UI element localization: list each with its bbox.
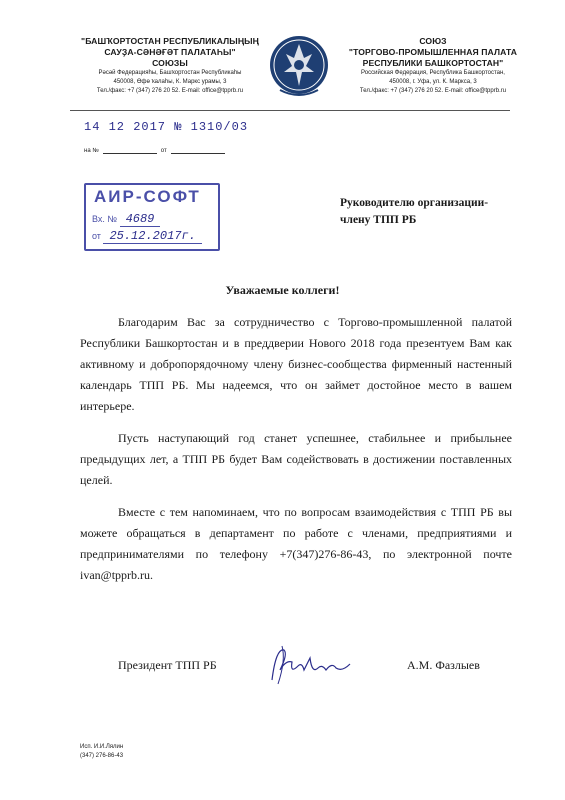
salutation: Уважаемые коллеги!	[225, 283, 340, 297]
stamp-date-row	[92, 229, 202, 243]
handwritten-signature-icon	[262, 640, 362, 690]
executor-info	[80, 743, 123, 761]
na-blank	[103, 153, 157, 154]
header-left-contact: Тел./факс: +7 (347) 276 20 52. E-mail: office@tpprb.ru	[96, 88, 244, 94]
executor-phone: (347) 276-86-43	[80, 753, 124, 759]
header-right-address-1: Российская Федерация, Республика Башкортостан,	[361, 70, 505, 76]
header-divider	[70, 110, 510, 111]
stamp-vh-number: 4689	[120, 212, 161, 227]
stamp-ot-label: от	[92, 231, 101, 241]
body-paragraph-3: Вместе с тем напоминаем, что по вопросам взаимодействия с ТПП РБ вы можете обращаться в департамент по работе с членами, предприятиями и предпринимателями по телефону +7(347)276-86-43, по электронной почте ivan@tpprb.ru.	[80, 505, 512, 582]
recipient-line-1: Руководителю организации-	[340, 197, 489, 209]
header-left-title-2: САУҘА-СӘНӘҒӘТ ПАЛАТАҺЫ"	[104, 47, 236, 57]
ot-label: от	[160, 148, 167, 154]
reply-to-line	[84, 148, 229, 154]
stamp-date: 25.12.2017г.	[103, 229, 201, 244]
chamber-emblem-icon	[268, 28, 330, 104]
header-right-address-2: 450008, г. Уфа, ул. К. Маркса, 3	[389, 79, 477, 85]
na-label: на №	[84, 148, 99, 154]
outgoing-reference-handwritten: 14 12 2017 № 1310/03	[84, 120, 249, 134]
recipient-line-2: члену ТПП РБ	[340, 214, 417, 226]
header-right	[328, 36, 538, 96]
header-left-title-3: СОЮЗЫ	[152, 58, 188, 68]
header-right-title-2: "ТОРГОВО-ПРОМЫШЛЕННАЯ ПАЛАТА	[348, 47, 518, 57]
incoming-stamp	[84, 183, 220, 251]
ot-blank	[171, 153, 225, 154]
recipient	[340, 195, 540, 229]
signatory-title: Президент ТПП РБ	[118, 658, 217, 672]
header-left-address-2: 450008, Өфө ҡалаһы, К. Маркс урамы, 3	[113, 79, 227, 85]
header-right-contact: Тел./факс: +7 (347) 276 20 52. E-mail: office@tpprb.ru	[359, 88, 507, 94]
executor-name: Исп. И.И.Лялин	[80, 744, 124, 750]
body-paragraph-2: Пусть наступающий год станет успешнее, стабильнее и прибыльнее предыдущих лет, а ТПП РБ будет Вам содействовать в достижении поставленных целей.	[80, 431, 512, 487]
stamp-vh-label: Вх. №	[92, 214, 118, 224]
signatory-name: А.М. Фазлыев	[407, 658, 480, 672]
header-right-title-3: РЕСПУБЛИКИ БАШКОРТОСТАН"	[362, 58, 504, 68]
header-left	[70, 36, 270, 96]
stamp-incoming-row	[92, 212, 160, 226]
body-paragraph-1: Благодарим Вас за сотрудничество с Торгово-промышленной палатой Республики Башкортостан и в преддверии Нового 2018 года презентуем Вам как активному и добропорядочному члену бизнес-сообщества фирменный настенный календарь ТПП РБ. Мы надеемся, что он займет достойное место в вашем интерьере.	[80, 315, 512, 413]
stamp-company-name: АИР-СОФТ	[94, 187, 201, 206]
header-left-address-1: Рәсәй Федерацияһы, Башҡортостан Республикаһы	[98, 70, 242, 76]
header-left-title-1: "БАШҠОРТОСТАН РЕСПУБЛИКАЛЫҢЫҢ	[81, 36, 259, 46]
header-right-title-1: СОЮЗ	[419, 36, 447, 46]
